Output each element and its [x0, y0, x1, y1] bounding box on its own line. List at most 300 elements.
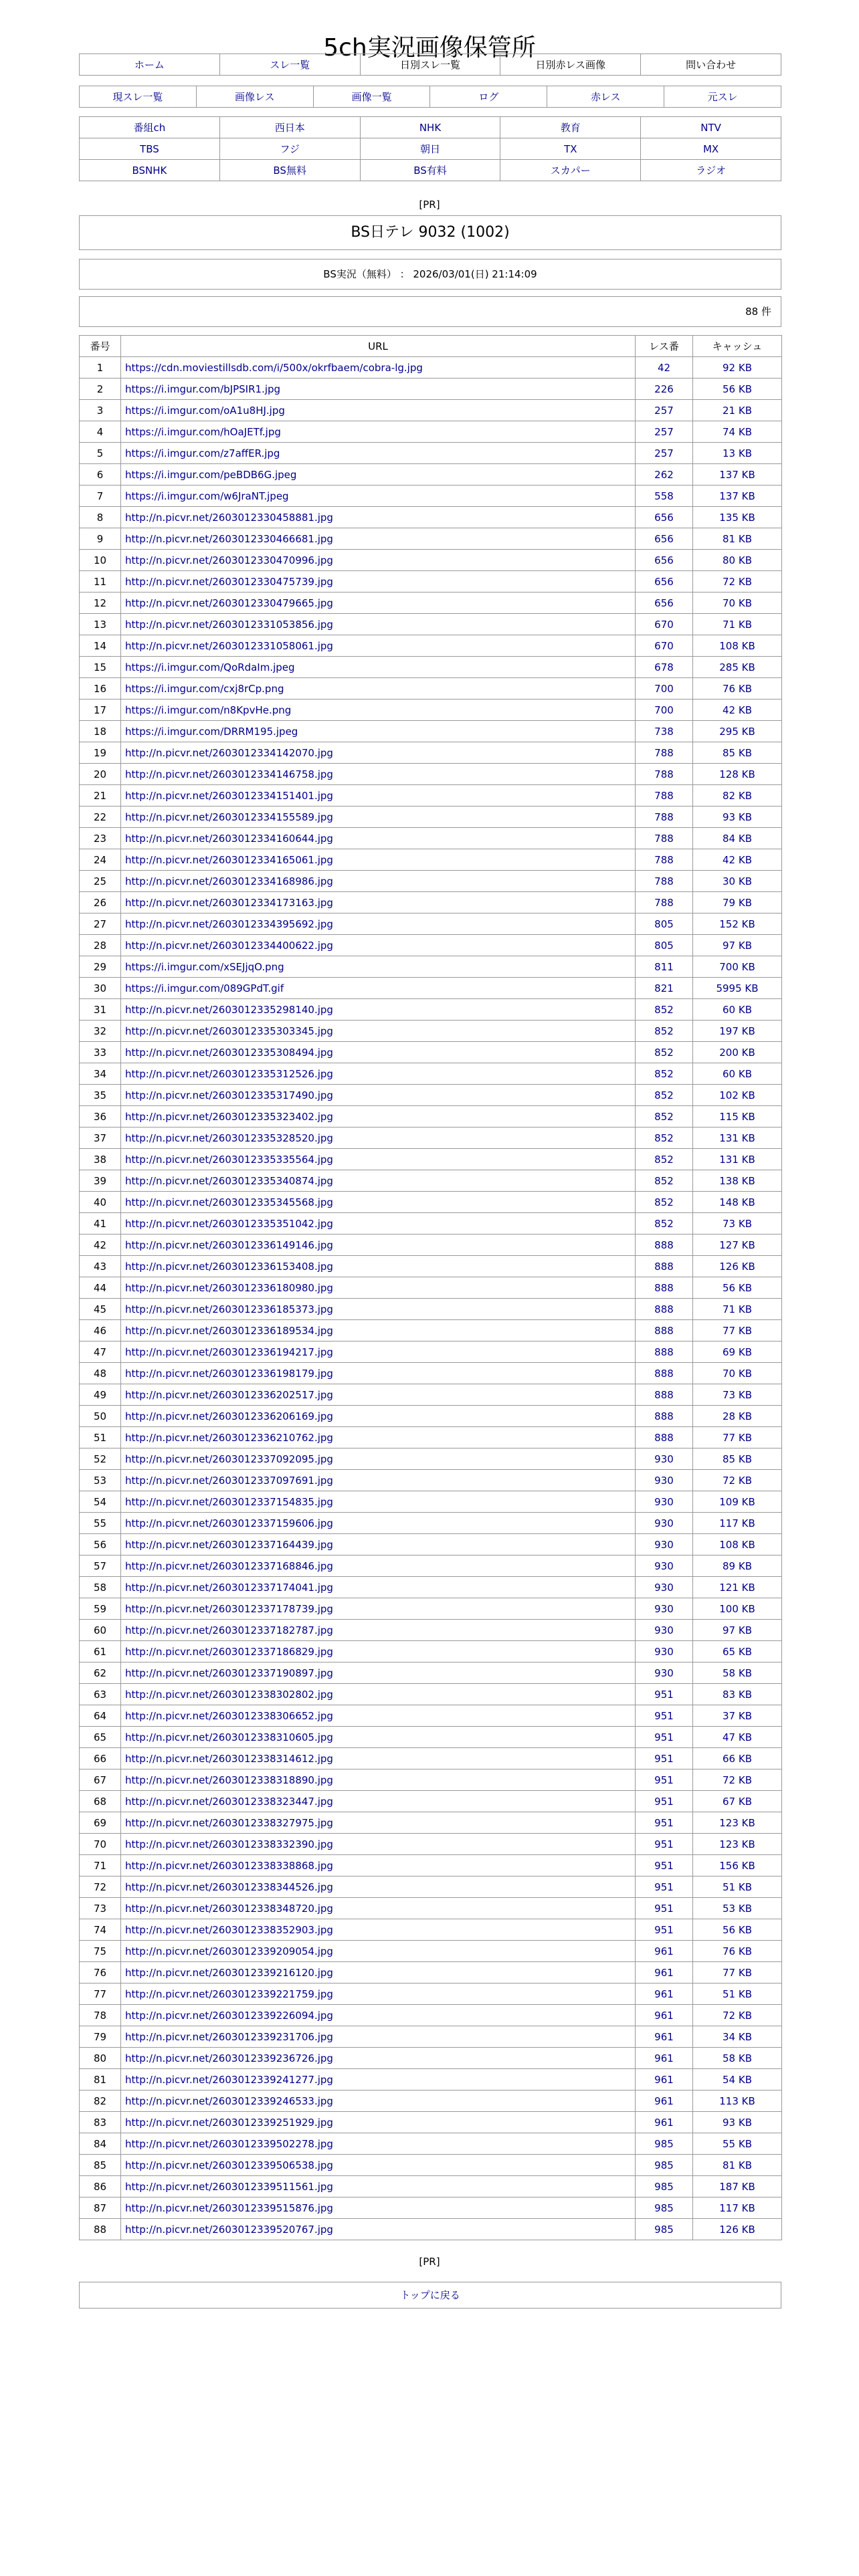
cache-size-link[interactable]: 102 KB — [693, 1085, 782, 1106]
cache-size-link[interactable]: 56 KB — [693, 379, 782, 400]
res-number-link[interactable]: 930 — [636, 1555, 693, 1577]
nav-thread-list-link[interactable]: スレ一覧 — [270, 59, 310, 71]
image-url-link[interactable]: https://i.imgur.com/hOaJETf.jpg — [125, 425, 281, 438]
image-url-link[interactable]: http://n.picvr.net/2603012339246533.jpg — [125, 2095, 333, 2107]
res-number-link[interactable]: 930 — [636, 1491, 693, 1513]
nav-thread-list[interactable] — [219, 54, 360, 76]
image-url-link[interactable]: http://n.picvr.net/2603012335328520.jpg — [125, 1132, 333, 1144]
res-number-link[interactable]: 678 — [636, 657, 693, 678]
res-number-link[interactable]: 656 — [636, 550, 693, 571]
cache-size-link[interactable]: 42 KB — [693, 700, 782, 721]
res-number-link[interactable]: 888 — [636, 1256, 693, 1277]
cache-size-link[interactable]: 70 KB — [693, 1363, 782, 1384]
channel-cell[interactable] — [80, 117, 220, 138]
res-number-link[interactable]: 788 — [636, 828, 693, 849]
image-url-link[interactable]: http://n.picvr.net/2603012336210762.jpg — [125, 1431, 333, 1444]
image-url-link[interactable]: https://i.imgur.com/oA1u8HJ.jpg — [125, 404, 285, 417]
cache-size-link[interactable]: 56 KB — [693, 1277, 782, 1299]
cache-size-link[interactable]: 54 KB — [693, 2069, 782, 2090]
res-number-link[interactable]: 852 — [636, 1170, 693, 1192]
res-number-link[interactable]: 852 — [636, 1021, 693, 1042]
nav-contact[interactable]: 問い合わせ — [641, 54, 781, 76]
image-url-link[interactable]: http://n.picvr.net/2603012339226094.jpg — [125, 2009, 333, 2022]
image-url-link[interactable]: http://n.picvr.net/2603012336180980.jpg — [125, 1281, 333, 1294]
nav-image-res[interactable] — [196, 86, 313, 108]
image-url-link[interactable]: http://n.picvr.net/2603012336198179.jpg — [125, 1367, 333, 1380]
cache-size-link[interactable]: 126 KB — [693, 2219, 782, 2240]
res-number-link[interactable]: 930 — [636, 1662, 693, 1684]
cache-size-link[interactable]: 30 KB — [693, 871, 782, 892]
res-number-link[interactable]: 670 — [636, 614, 693, 635]
cache-size-link[interactable]: 123 KB — [693, 1834, 782, 1855]
res-number-link[interactable]: 961 — [636, 1962, 693, 1983]
channel-cell[interactable] — [219, 160, 360, 181]
cache-size-link[interactable]: 72 KB — [693, 571, 782, 593]
res-number-link[interactable]: 788 — [636, 871, 693, 892]
cache-size-link[interactable]: 97 KB — [693, 1620, 782, 1641]
res-number-link[interactable]: 888 — [636, 1341, 693, 1363]
channel-link[interactable]: BS無料 — [273, 165, 306, 177]
cache-size-link[interactable]: 92 KB — [693, 357, 782, 379]
res-number-link[interactable]: 888 — [636, 1427, 693, 1448]
cache-size-link[interactable]: 187 KB — [693, 2176, 782, 2197]
cache-size-link[interactable]: 82 KB — [693, 785, 782, 807]
image-url-link[interactable]: http://n.picvr.net/2603012339251929.jpg — [125, 2116, 333, 2129]
cache-size-link[interactable]: 93 KB — [693, 807, 782, 828]
cache-size-link[interactable]: 47 KB — [693, 1727, 782, 1748]
image-url-link[interactable]: http://n.picvr.net/2603012334142070.jpg — [125, 746, 333, 759]
image-url-link[interactable]: http://n.picvr.net/2603012330466681.jpg — [125, 532, 333, 545]
res-number-link[interactable]: 951 — [636, 1705, 693, 1727]
cache-size-link[interactable]: 5995 KB — [693, 978, 782, 999]
cache-size-link[interactable]: 56 KB — [693, 1919, 782, 1941]
res-number-link[interactable]: 811 — [636, 956, 693, 978]
channel-cell[interactable] — [500, 160, 641, 181]
res-number-link[interactable]: 738 — [636, 721, 693, 742]
res-number-link[interactable]: 951 — [636, 1898, 693, 1919]
image-url-link[interactable]: http://n.picvr.net/2603012339209054.jpg — [125, 1945, 333, 1957]
image-url-link[interactable]: http://n.picvr.net/2603012338344526.jpg — [125, 1881, 333, 1893]
channel-cell[interactable] — [80, 138, 220, 160]
channel-link[interactable]: スカパー — [550, 165, 591, 177]
cache-size-link[interactable]: 148 KB — [693, 1192, 782, 1213]
cache-size-link[interactable]: 200 KB — [693, 1042, 782, 1063]
channel-link[interactable]: 番組ch — [133, 122, 166, 134]
res-number-link[interactable]: 656 — [636, 507, 693, 528]
cache-size-link[interactable]: 60 KB — [693, 1063, 782, 1085]
res-number-link[interactable]: 852 — [636, 1042, 693, 1063]
channel-cell[interactable] — [500, 117, 641, 138]
image-url-link[interactable]: http://n.picvr.net/2603012335345568.jpg — [125, 1196, 333, 1208]
image-url-link[interactable]: http://n.picvr.net/2603012336185373.jpg — [125, 1303, 333, 1315]
res-number-link[interactable]: 951 — [636, 1812, 693, 1834]
channel-link[interactable]: BSNHK — [132, 164, 167, 177]
res-number-link[interactable]: 852 — [636, 1213, 693, 1235]
image-url-link[interactable]: http://n.picvr.net/2603012334151401.jpg — [125, 789, 333, 802]
nav-original-thread[interactable] — [664, 86, 781, 108]
res-number-link[interactable]: 788 — [636, 892, 693, 914]
cache-size-link[interactable]: 51 KB — [693, 1876, 782, 1898]
image-url-link[interactable]: http://n.picvr.net/2603012337168846.jpg — [125, 1560, 333, 1572]
image-url-link[interactable]: http://n.picvr.net/2603012335298140.jpg — [125, 1003, 333, 1016]
res-number-link[interactable]: 961 — [636, 2026, 693, 2048]
cache-size-link[interactable]: 128 KB — [693, 764, 782, 785]
res-number-link[interactable]: 961 — [636, 1983, 693, 2005]
channel-link[interactable]: BS有料 — [413, 165, 447, 177]
channel-cell[interactable] — [360, 117, 500, 138]
image-url-link[interactable]: http://n.picvr.net/2603012336153408.jpg — [125, 1260, 333, 1273]
image-url-link[interactable]: https://i.imgur.com/DRRM195.jpeg — [125, 725, 298, 738]
res-number-link[interactable]: 656 — [636, 593, 693, 614]
res-number-link[interactable]: 852 — [636, 1149, 693, 1170]
cache-size-link[interactable]: 131 KB — [693, 1128, 782, 1149]
channel-link[interactable]: NHK — [419, 121, 442, 134]
channel-link[interactable]: TBS — [140, 142, 159, 155]
channel-link[interactable]: フジ — [280, 143, 300, 155]
image-url-link[interactable]: http://n.picvr.net/2603012336202517.jpg — [125, 1388, 333, 1401]
res-number-link[interactable]: 961 — [636, 2069, 693, 2090]
cache-size-link[interactable]: 126 KB — [693, 1256, 782, 1277]
cache-size-link[interactable]: 156 KB — [693, 1855, 782, 1876]
res-number-link[interactable]: 888 — [636, 1277, 693, 1299]
cache-size-link[interactable]: 81 KB — [693, 528, 782, 550]
cache-size-link[interactable]: 117 KB — [693, 1513, 782, 1534]
cache-size-link[interactable]: 77 KB — [693, 1962, 782, 1983]
res-number-link[interactable]: 930 — [636, 1577, 693, 1598]
cache-size-link[interactable]: 72 KB — [693, 1769, 782, 1791]
cache-size-link[interactable]: 72 KB — [693, 2005, 782, 2026]
image-url-link[interactable]: http://n.picvr.net/2603012337186829.jpg — [125, 1645, 333, 1658]
res-number-link[interactable]: 788 — [636, 849, 693, 871]
image-url-link[interactable]: http://n.picvr.net/2603012338306652.jpg — [125, 1709, 333, 1722]
image-url-link[interactable]: http://n.picvr.net/2603012339216120.jpg — [125, 1966, 333, 1979]
res-number-link[interactable]: 558 — [636, 486, 693, 507]
nav-original-thread-link[interactable]: 元スレ — [707, 91, 738, 103]
res-number-link[interactable]: 930 — [636, 1470, 693, 1491]
channel-link[interactable]: 教育 — [560, 122, 581, 134]
image-url-link[interactable]: http://n.picvr.net/2603012338332390.jpg — [125, 1838, 333, 1850]
cache-size-link[interactable]: 71 KB — [693, 614, 782, 635]
nav-daily-thread-list[interactable]: 日別スレ一覧 — [360, 54, 500, 76]
image-url-link[interactable]: http://n.picvr.net/2603012330470996.jpg — [125, 554, 333, 566]
image-url-link[interactable]: http://n.picvr.net/2603012335323402.jpg — [125, 1110, 333, 1123]
image-url-link[interactable]: https://i.imgur.com/QoRdaIm.jpeg — [125, 661, 295, 673]
image-url-link[interactable]: http://n.picvr.net/2603012334146758.jpg — [125, 768, 333, 780]
cache-size-link[interactable]: 21 KB — [693, 400, 782, 421]
res-number-link[interactable]: 888 — [636, 1299, 693, 1320]
channel-cell[interactable] — [360, 160, 500, 181]
image-url-link[interactable]: http://n.picvr.net/2603012338348720.jpg — [125, 1902, 333, 1915]
cache-size-link[interactable]: 71 KB — [693, 1299, 782, 1320]
res-number-link[interactable]: 930 — [636, 1448, 693, 1470]
res-number-link[interactable]: 700 — [636, 700, 693, 721]
image-url-link[interactable]: http://n.picvr.net/2603012338323447.jpg — [125, 1795, 333, 1808]
channel-cell[interactable] — [360, 138, 500, 160]
res-number-link[interactable]: 700 — [636, 678, 693, 700]
cache-size-link[interactable]: 58 KB — [693, 2048, 782, 2069]
image-url-link[interactable]: http://n.picvr.net/2603012339515876.jpg — [125, 2202, 333, 2214]
res-number-link[interactable]: 257 — [636, 443, 693, 464]
nav-home-link[interactable]: ホーム — [134, 59, 165, 71]
image-url-link[interactable]: https://i.imgur.com/xSEJjqO.png — [125, 960, 284, 973]
image-url-link[interactable]: http://n.picvr.net/2603012335308494.jpg — [125, 1046, 333, 1059]
image-url-link[interactable]: https://i.imgur.com/z7affER.jpg — [125, 447, 280, 459]
res-number-link[interactable]: 951 — [636, 1684, 693, 1705]
res-number-link[interactable]: 930 — [636, 1534, 693, 1555]
res-number-link[interactable]: 930 — [636, 1513, 693, 1534]
channel-cell[interactable] — [641, 160, 781, 181]
res-number-link[interactable]: 930 — [636, 1598, 693, 1620]
image-url-link[interactable]: http://n.picvr.net/2603012334400622.jpg — [125, 939, 333, 952]
res-number-link[interactable]: 930 — [636, 1641, 693, 1662]
nav-daily-red-images[interactable]: 日別赤レス画像 — [500, 54, 641, 76]
cache-size-link[interactable]: 121 KB — [693, 1577, 782, 1598]
res-number-link[interactable]: 888 — [636, 1384, 693, 1406]
cache-size-link[interactable]: 93 KB — [693, 2112, 782, 2133]
cache-size-link[interactable]: 76 KB — [693, 1941, 782, 1962]
cache-size-link[interactable]: 117 KB — [693, 2197, 782, 2219]
image-url-link[interactable]: http://n.picvr.net/2603012337182787.jpg — [125, 1624, 333, 1636]
cache-size-link[interactable]: 34 KB — [693, 2026, 782, 2048]
cache-size-link[interactable]: 113 KB — [693, 2090, 782, 2112]
image-url-link[interactable]: http://n.picvr.net/2603012338352903.jpg — [125, 1923, 333, 1936]
image-url-link[interactable]: http://n.picvr.net/2603012337174041.jpg — [125, 1581, 333, 1594]
nav-log[interactable] — [430, 86, 547, 108]
cache-size-link[interactable]: 77 KB — [693, 1320, 782, 1341]
image-url-link[interactable]: http://n.picvr.net/2603012336149146.jpg — [125, 1239, 333, 1251]
res-number-link[interactable]: 257 — [636, 400, 693, 421]
image-url-link[interactable]: http://n.picvr.net/2603012339506538.jpg — [125, 2159, 333, 2171]
res-number-link[interactable]: 852 — [636, 1063, 693, 1085]
res-number-link[interactable]: 821 — [636, 978, 693, 999]
image-url-link[interactable]: http://n.picvr.net/2603012331058061.jpg — [125, 639, 333, 652]
image-url-link[interactable]: http://n.picvr.net/2603012337097691.jpg — [125, 1474, 333, 1487]
channel-link[interactable]: 朝日 — [419, 143, 440, 155]
nav-image-list[interactable] — [313, 86, 430, 108]
res-number-link[interactable]: 670 — [636, 635, 693, 657]
res-number-link[interactable]: 930 — [636, 1620, 693, 1641]
cache-size-link[interactable]: 135 KB — [693, 507, 782, 528]
cache-size-link[interactable]: 100 KB — [693, 1598, 782, 1620]
image-url-link[interactable]: http://n.picvr.net/2603012335351042.jpg — [125, 1217, 333, 1230]
cache-size-link[interactable]: 76 KB — [693, 678, 782, 700]
res-number-link[interactable]: 852 — [636, 1085, 693, 1106]
res-number-link[interactable]: 852 — [636, 1128, 693, 1149]
nav-image-list-link[interactable]: 画像一覧 — [351, 91, 392, 103]
res-number-link[interactable]: 788 — [636, 764, 693, 785]
image-url-link[interactable]: https://i.imgur.com/w6JraNT.jpeg — [125, 490, 289, 502]
res-number-link[interactable]: 951 — [636, 1855, 693, 1876]
image-url-link[interactable]: http://n.picvr.net/2603012339520767.jpg — [125, 2223, 333, 2236]
back-to-top-box[interactable] — [79, 2282, 781, 2309]
cache-size-link[interactable]: 131 KB — [693, 1149, 782, 1170]
image-url-link[interactable]: http://n.picvr.net/2603012337092095.jpg — [125, 1453, 333, 1465]
nav-image-res-link[interactable]: 画像レス — [234, 91, 275, 103]
cache-size-link[interactable]: 73 KB — [693, 1384, 782, 1406]
cache-size-link[interactable]: 66 KB — [693, 1748, 782, 1769]
image-url-link[interactable]: http://n.picvr.net/2603012337178739.jpg — [125, 1602, 333, 1615]
image-url-link[interactable]: https://i.imgur.com/bJPSIR1.jpg — [125, 383, 281, 395]
cache-size-link[interactable]: 138 KB — [693, 1170, 782, 1192]
cache-size-link[interactable]: 65 KB — [693, 1641, 782, 1662]
res-number-link[interactable]: 788 — [636, 807, 693, 828]
cache-size-link[interactable]: 51 KB — [693, 1983, 782, 2005]
nav-current-threads[interactable] — [80, 86, 197, 108]
res-number-link[interactable]: 888 — [636, 1320, 693, 1341]
res-number-link[interactable]: 852 — [636, 1106, 693, 1128]
image-url-link[interactable]: http://n.picvr.net/2603012335312526.jpg — [125, 1067, 333, 1080]
image-url-link[interactable]: http://n.picvr.net/2603012330458881.jpg — [125, 511, 333, 524]
image-url-link[interactable]: http://n.picvr.net/2603012339502278.jpg — [125, 2137, 333, 2150]
image-url-link[interactable]: http://n.picvr.net/2603012338302802.jpg — [125, 1688, 333, 1701]
res-number-link[interactable]: 888 — [636, 1363, 693, 1384]
channel-cell[interactable] — [641, 117, 781, 138]
nav-current-threads-link[interactable]: 現スレ一覧 — [112, 91, 163, 103]
channel-link[interactable]: ラジオ — [696, 165, 727, 177]
res-number-link[interactable]: 961 — [636, 2112, 693, 2133]
channel-link[interactable]: TX — [564, 142, 577, 155]
channel-cell[interactable] — [219, 138, 360, 160]
back-to-top-link[interactable]: トップに戻る — [400, 2289, 460, 2301]
cache-size-link[interactable]: 60 KB — [693, 999, 782, 1021]
image-url-link[interactable]: http://n.picvr.net/2603012331053856.jpg — [125, 618, 333, 631]
cache-size-link[interactable]: 85 KB — [693, 742, 782, 764]
cache-size-link[interactable]: 108 KB — [693, 635, 782, 657]
res-number-link[interactable]: 656 — [636, 528, 693, 550]
res-number-link[interactable]: 985 — [636, 2176, 693, 2197]
nav-red-res-link[interactable]: 赤レス — [590, 91, 621, 103]
res-number-link[interactable]: 985 — [636, 2155, 693, 2176]
cache-size-link[interactable]: 97 KB — [693, 935, 782, 956]
cache-size-link[interactable]: 89 KB — [693, 1555, 782, 1577]
cache-size-link[interactable]: 137 KB — [693, 486, 782, 507]
res-number-link[interactable]: 985 — [636, 2219, 693, 2240]
cache-size-link[interactable]: 13 KB — [693, 443, 782, 464]
cache-size-link[interactable]: 85 KB — [693, 1448, 782, 1470]
res-number-link[interactable]: 226 — [636, 379, 693, 400]
cache-size-link[interactable]: 79 KB — [693, 892, 782, 914]
cache-size-link[interactable]: 295 KB — [693, 721, 782, 742]
res-number-link[interactable]: 951 — [636, 1727, 693, 1748]
image-url-link[interactable]: http://n.picvr.net/2603012334155589.jpg — [125, 811, 333, 823]
image-url-link[interactable]: http://n.picvr.net/2603012335303345.jpg — [125, 1025, 333, 1037]
res-number-link[interactable]: 257 — [636, 421, 693, 443]
channel-cell[interactable] — [219, 117, 360, 138]
channel-cell[interactable] — [80, 160, 220, 181]
res-number-link[interactable]: 951 — [636, 1876, 693, 1898]
cache-size-link[interactable]: 108 KB — [693, 1534, 782, 1555]
res-number-link[interactable]: 961 — [636, 2005, 693, 2026]
image-url-link[interactable]: http://n.picvr.net/2603012338310605.jpg — [125, 1731, 333, 1743]
res-number-link[interactable]: 985 — [636, 2197, 693, 2219]
res-number-link[interactable]: 42 — [636, 357, 693, 379]
res-number-link[interactable]: 852 — [636, 999, 693, 1021]
image-url-link[interactable]: http://n.picvr.net/2603012335317490.jpg — [125, 1089, 333, 1101]
image-url-link[interactable]: http://n.picvr.net/2603012337154835.jpg — [125, 1495, 333, 1508]
cache-size-link[interactable]: 197 KB — [693, 1021, 782, 1042]
image-url-link[interactable]: http://n.picvr.net/2603012339511561.jpg — [125, 2180, 333, 2193]
cache-size-link[interactable]: 73 KB — [693, 1213, 782, 1235]
image-url-link[interactable]: http://n.picvr.net/2603012338327975.jpg — [125, 1816, 333, 1829]
image-url-link[interactable]: https://i.imgur.com/peBDB6G.jpeg — [125, 468, 297, 481]
res-number-link[interactable]: 852 — [636, 1192, 693, 1213]
res-number-link[interactable]: 951 — [636, 1834, 693, 1855]
nav-home[interactable] — [80, 54, 220, 76]
cache-size-link[interactable]: 115 KB — [693, 1106, 782, 1128]
channel-cell[interactable] — [500, 138, 641, 160]
image-url-link[interactable]: https://cdn.moviestillsdb.com/i/500x/okrfbaem/cobra-lg.jpg — [125, 361, 423, 374]
res-number-link[interactable]: 262 — [636, 464, 693, 486]
image-url-link[interactable]: http://n.picvr.net/2603012336194217.jpg — [125, 1346, 333, 1358]
image-url-link[interactable]: http://n.picvr.net/2603012330475739.jpg — [125, 575, 333, 588]
cache-size-link[interactable]: 83 KB — [693, 1684, 782, 1705]
image-url-link[interactable]: http://n.picvr.net/2603012338318890.jpg — [125, 1774, 333, 1786]
cache-size-link[interactable]: 69 KB — [693, 1341, 782, 1363]
cache-size-link[interactable]: 80 KB — [693, 550, 782, 571]
image-url-link[interactable]: http://n.picvr.net/2603012339231706.jpg — [125, 2030, 333, 2043]
nav-log-link[interactable]: ログ — [478, 91, 499, 103]
res-number-link[interactable]: 805 — [636, 914, 693, 935]
image-url-link[interactable]: http://n.picvr.net/2603012336189534.jpg — [125, 1324, 333, 1337]
cache-size-link[interactable]: 123 KB — [693, 1812, 782, 1834]
image-url-link[interactable]: https://i.imgur.com/n8KpvHe.png — [125, 704, 292, 716]
image-url-link[interactable]: http://n.picvr.net/2603012334395692.jpg — [125, 918, 333, 930]
image-url-link[interactable]: http://n.picvr.net/2603012330479665.jpg — [125, 597, 333, 609]
res-number-link[interactable]: 961 — [636, 2048, 693, 2069]
image-url-link[interactable]: http://n.picvr.net/2603012337159606.jpg — [125, 1517, 333, 1529]
res-number-link[interactable]: 656 — [636, 571, 693, 593]
res-number-link[interactable]: 951 — [636, 1791, 693, 1812]
image-url-link[interactable]: http://n.picvr.net/2603012339241277.jpg — [125, 2073, 333, 2086]
res-number-link[interactable]: 805 — [636, 935, 693, 956]
res-number-link[interactable]: 888 — [636, 1406, 693, 1427]
image-url-link[interactable]: http://n.picvr.net/2603012337190897.jpg — [125, 1667, 333, 1679]
res-number-link[interactable]: 788 — [636, 785, 693, 807]
image-url-link[interactable]: http://n.picvr.net/2603012337164439.jpg — [125, 1538, 333, 1551]
image-url-link[interactable]: http://n.picvr.net/2603012334173163.jpg — [125, 896, 333, 909]
image-url-link[interactable]: http://n.picvr.net/2603012339236726.jpg — [125, 2052, 333, 2064]
res-number-link[interactable]: 951 — [636, 1919, 693, 1941]
image-url-link[interactable]: http://n.picvr.net/2603012339221759.jpg — [125, 1988, 333, 2000]
channel-link[interactable]: 西日本 — [274, 122, 305, 134]
res-number-link[interactable]: 985 — [636, 2133, 693, 2155]
cache-size-link[interactable]: 84 KB — [693, 828, 782, 849]
image-url-link[interactable]: http://n.picvr.net/2603012334160644.jpg — [125, 832, 333, 845]
image-url-link[interactable]: http://n.picvr.net/2603012338338868.jpg — [125, 1859, 333, 1872]
cache-size-link[interactable]: 37 KB — [693, 1705, 782, 1727]
cache-size-link[interactable]: 81 KB — [693, 2155, 782, 2176]
cache-size-link[interactable]: 72 KB — [693, 1470, 782, 1491]
cache-size-link[interactable]: 67 KB — [693, 1791, 782, 1812]
image-url-link[interactable]: http://n.picvr.net/2603012334168986.jpg — [125, 875, 333, 887]
cache-size-link[interactable]: 137 KB — [693, 464, 782, 486]
image-url-link[interactable]: http://n.picvr.net/2603012338314612.jpg — [125, 1752, 333, 1765]
res-number-link[interactable]: 961 — [636, 1941, 693, 1962]
image-url-link[interactable]: http://n.picvr.net/2603012334165061.jpg — [125, 853, 333, 866]
res-number-link[interactable]: 888 — [636, 1235, 693, 1256]
image-url-link[interactable]: https://i.imgur.com/089GPdT.gif — [125, 982, 284, 994]
res-number-link[interactable]: 961 — [636, 2090, 693, 2112]
cache-size-link[interactable]: 285 KB — [693, 657, 782, 678]
res-number-link[interactable]: 788 — [636, 742, 693, 764]
res-number-link[interactable]: 951 — [636, 1748, 693, 1769]
cache-size-link[interactable]: 70 KB — [693, 593, 782, 614]
cache-size-link[interactable]: 28 KB — [693, 1406, 782, 1427]
channel-link[interactable]: MX — [702, 142, 719, 155]
nav-red-res[interactable] — [547, 86, 664, 108]
cache-size-link[interactable]: 53 KB — [693, 1898, 782, 1919]
cache-size-link[interactable]: 42 KB — [693, 849, 782, 871]
